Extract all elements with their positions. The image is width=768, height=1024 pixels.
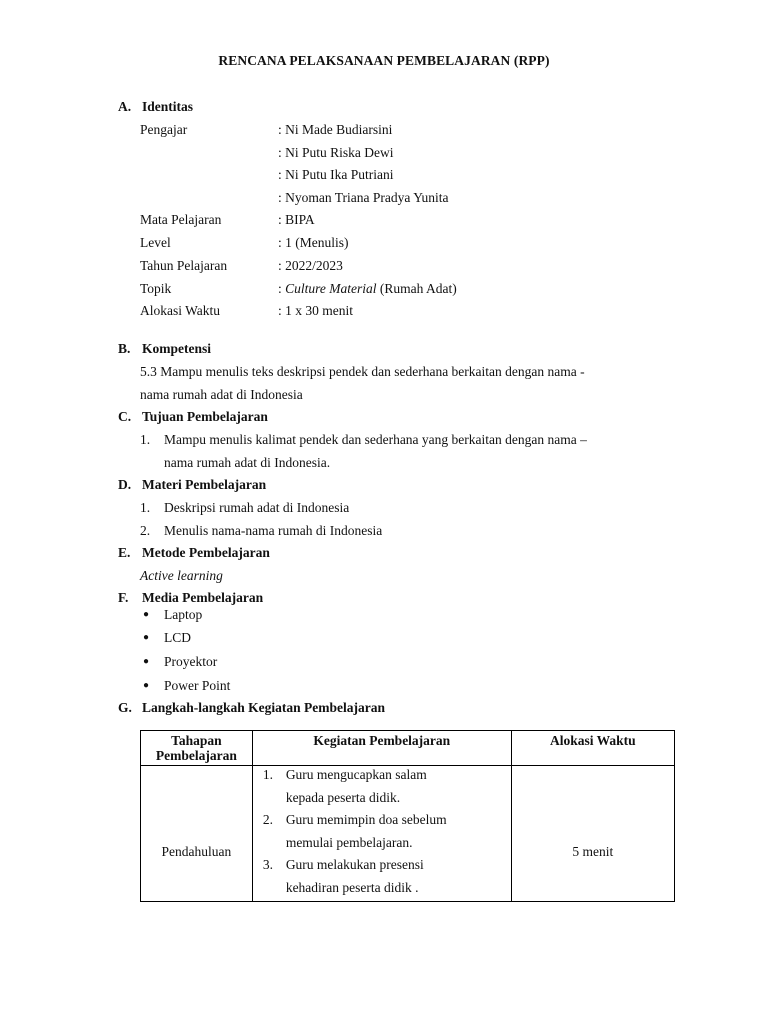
tujuan-number: 1.	[140, 432, 151, 447]
topik-italic: Culture Material	[285, 281, 377, 296]
metode-value: Active learning	[140, 568, 223, 583]
materi-item-2: Menulis nama-nama rumah di Indonesia	[164, 523, 383, 538]
pengajar-name-4: : Nyoman Triana Pradya Yunita	[278, 190, 449, 205]
section-b-heading	[118, 341, 211, 357]
stage-label: Pendahuluan	[161, 843, 232, 859]
section-title: Media Pembelajaran	[142, 590, 264, 605]
learning-steps-table	[140, 730, 675, 902]
time-value: 5 menit	[572, 843, 614, 859]
section-e-heading	[118, 545, 270, 561]
section-title: Materi Pembelajaran	[142, 477, 267, 492]
section-title: Langkah-langkah Kegiatan Pembelajaran	[142, 700, 386, 715]
bullet-icon: ●	[143, 609, 150, 620]
header-tahapan	[141, 731, 253, 766]
section-letter: C.	[118, 409, 132, 424]
section-g-heading	[118, 700, 385, 716]
activity-number: 1.	[262, 767, 273, 782]
activity-line: memulai pembelajaran.	[285, 835, 413, 850]
activity-line: Guru melakukan presensi	[285, 857, 424, 872]
header-kegiatan: Kegiatan Pembelajaran	[252, 731, 511, 766]
materi-number-1: 1.	[140, 500, 151, 515]
activity-number: 3.	[262, 857, 273, 872]
tahun-label: Tahun Pelajaran	[140, 258, 228, 273]
section-c-heading	[118, 409, 268, 425]
section-d-heading	[118, 477, 266, 493]
header-tahapan-line-1: Tahapan	[171, 733, 222, 748]
activities-cell	[252, 766, 511, 902]
tujuan-line-2: nama rumah adat di Indonesia.	[164, 455, 331, 470]
materi-number-2: 2.	[140, 523, 151, 538]
document-title: RENCANA PELAKSANAAN PEMBELAJARAN (RPP)	[218, 53, 550, 68]
table-row	[141, 766, 675, 902]
media-item-2: LCD	[164, 630, 191, 645]
pengajar-name-2: : Ni Putu Riska Dewi	[278, 145, 394, 160]
bullet-icon: ●	[143, 680, 150, 691]
activity-line: kehadiran peserta didik .	[285, 880, 419, 895]
activity-line: Guru memimpin doa sebelum	[285, 812, 447, 827]
media-item-3: Proyektor	[164, 654, 218, 669]
activity-line: kepada peserta didik.	[285, 790, 401, 805]
alokasi-label: Alokasi Waktu	[140, 303, 221, 318]
section-a-heading	[118, 99, 193, 115]
pengajar-name-3: : Ni Putu Ika Putriani	[278, 167, 394, 182]
pengajar-label: Pengajar	[140, 122, 188, 137]
mapel-value: : BIPA	[278, 212, 315, 227]
section-title: Identitas	[142, 99, 194, 114]
bullet-icon: ●	[143, 632, 150, 643]
section-letter: E.	[118, 545, 131, 560]
bullet-icon: ●	[143, 656, 150, 667]
level-value: : 1 (Menulis)	[278, 235, 349, 250]
topik-label: Topik	[140, 281, 172, 296]
media-item-1: Laptop	[164, 607, 203, 622]
section-letter: B.	[118, 341, 131, 356]
table-header-row	[141, 731, 675, 766]
header-tahapan-line-2: Pembelajaran	[155, 748, 237, 763]
pengajar-name-1: : Ni Made Budiarsini	[278, 122, 393, 137]
section-title: Kompetensi	[142, 341, 211, 356]
section-title: Tujuan Pembelajaran	[142, 409, 268, 424]
topik-value	[278, 281, 457, 297]
topik-rest: (Rumah Adat)	[376, 281, 457, 296]
topik-prefix: :	[278, 281, 286, 296]
tahun-value: : 2022/2023	[278, 258, 343, 273]
header-alokasi: Alokasi Waktu	[511, 731, 674, 766]
alokasi-value: : 1 x 30 menit	[278, 303, 353, 318]
section-letter: G.	[118, 700, 132, 715]
section-title: Metode Pembelajaran	[142, 545, 270, 560]
section-f-heading	[118, 590, 263, 606]
activity-line: Guru mengucapkan salam	[285, 767, 427, 782]
tujuan-line-1: Mampu menulis kalimat pendek dan sederhana yang berkaitan dengan nama –	[164, 432, 587, 447]
kompetensi-line-1: 5.3 Mampu menulis teks deskripsi pendek dan sederhana berkaitan dengan nama -	[140, 364, 585, 379]
kompetensi-line-2: nama rumah adat di Indonesia	[140, 387, 303, 402]
stage-cell	[141, 766, 253, 902]
media-item-4: Power Point	[164, 678, 231, 693]
time-cell	[511, 766, 674, 902]
section-letter: F.	[118, 590, 129, 605]
materi-item-1: Deskripsi rumah adat di Indonesia	[164, 500, 350, 515]
activity-number: 2.	[262, 812, 273, 827]
section-letter: D.	[118, 477, 132, 492]
level-label: Level	[140, 235, 171, 250]
mapel-label: Mata Pelajaran	[140, 212, 222, 227]
section-letter: A.	[118, 99, 132, 114]
